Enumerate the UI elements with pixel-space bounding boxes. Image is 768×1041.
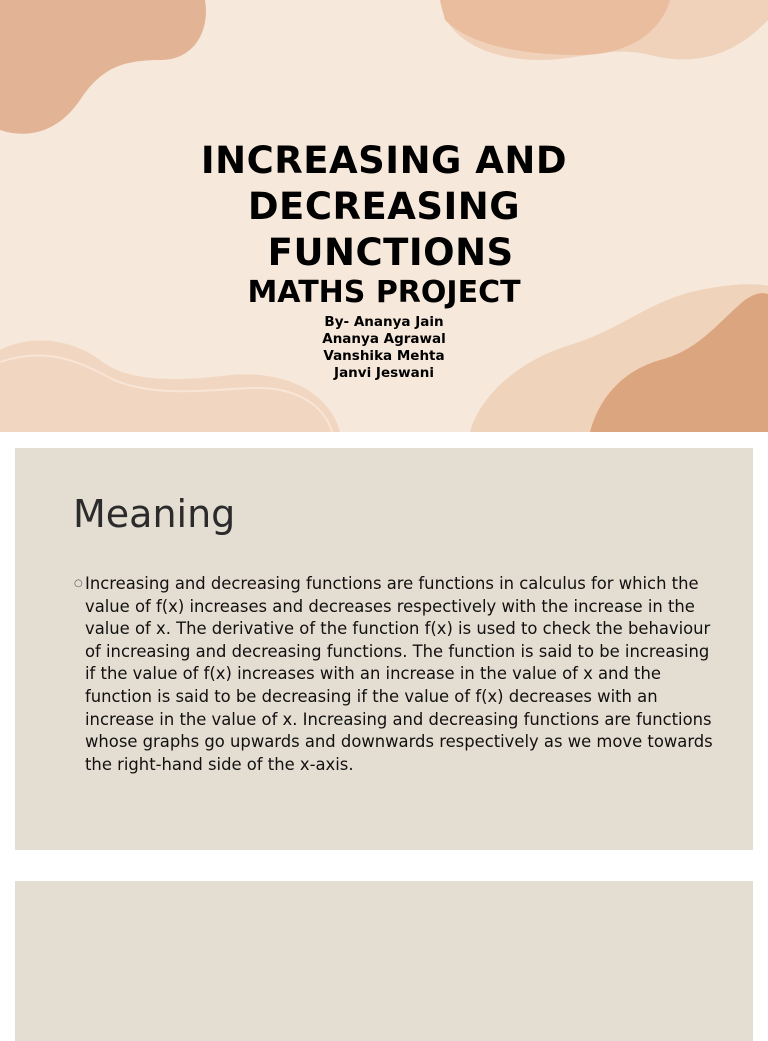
author-4: Janvi Jeswani: [334, 365, 434, 381]
title-line-3: FUNCTIONS: [254, 231, 514, 274]
ring-bullet-icon: ○: [74, 578, 83, 589]
bullet-text: Increasing and decreasing functions are functions in calculus for which the value of f(x) increases and decreases respectively with the increase in the value of x. The derivative of the function f(x) is used to check the behaviour of increasing and decreasing functions. The function is said to be increasing if the value of f(x) increases with an increase in the value of x and the function is said to be decreasing if the value of f(x) decreases with an increase in the value of x. Increasing and decreasing functions are functions whose graphs go upwards and downwards respectively as we move towards the right-hand side of the x-axis.: [85, 574, 713, 774]
bullet-item: [74, 573, 724, 776]
blob-top-left: [0, 0, 206, 134]
title-line-2: DECREASING: [247, 185, 521, 228]
author-list: [0, 314, 768, 382]
meaning-heading: Meaning: [73, 492, 236, 536]
title-block: [0, 138, 768, 382]
next-slide: [15, 881, 753, 1041]
meaning-slide: [15, 448, 753, 850]
author-2: Ananya Agrawal: [322, 331, 446, 347]
title-line-1: INCREASING AND: [200, 139, 568, 182]
subtitle: MATHS PROJECT: [247, 275, 521, 310]
title-slide: [0, 0, 768, 432]
author-1: By- Ananya Jain: [324, 314, 444, 330]
author-3: Vanshika Mehta: [323, 348, 445, 364]
